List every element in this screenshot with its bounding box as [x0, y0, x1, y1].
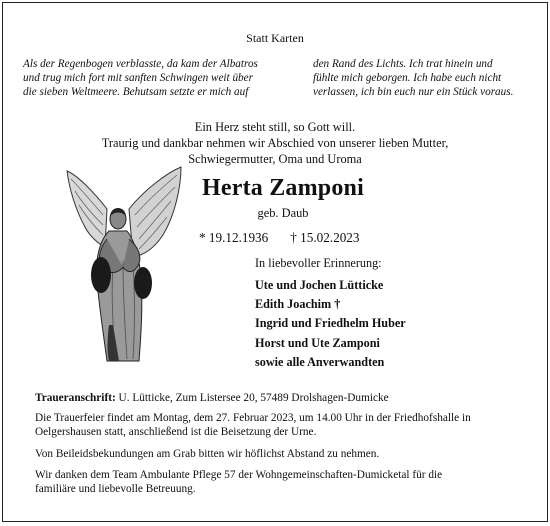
poem-line: und trug mich fort mit sanften Schwingen weit über — [23, 72, 253, 84]
obituary-notice — [2, 2, 548, 522]
thanks-line: Wir danken dem Team Ambulante Pflege 57 der Wohngemeinschaften-Dumicketal für die — [35, 469, 443, 481]
address-line — [35, 391, 389, 405]
condolence-text: Von Beileidsbekundungen am Grab bitten wir höflichst Abstand zu nehmen. — [35, 448, 380, 460]
ceremony-text — [35, 411, 471, 439]
intro-line: Traurig und dankbar nehmen wir Abschied von unserer lieben Mutter, — [101, 136, 449, 151]
poem-right-column — [313, 57, 513, 99]
life-dates — [199, 230, 359, 246]
ceremony-line: Die Trauerfeier findet am Montag, dem 27. Februar 2023, um 14.00 Uhr in der Friedhofshalle in — [35, 412, 471, 424]
address-text: U. Lütticke, Zum Listersee 20, 57489 Drolshagen-Dumicke — [115, 392, 389, 404]
address-label: Traueranschrift: — [35, 392, 116, 404]
intro-text — [3, 119, 547, 168]
death-date: † 15.02.2023 — [290, 230, 360, 245]
mourners-list — [255, 276, 406, 372]
memory-label: In liebevoller Erinnerung: — [255, 256, 382, 270]
ceremony-line: Oelgershausen statt, anschließend ist die Beisetzung der Urne. — [35, 426, 317, 438]
mourner: Edith Joachim † — [255, 297, 341, 312]
poem-line: verlassen, ich bin euch nur ein Stück voraus. — [313, 86, 514, 98]
mourner: Ute und Jochen Lütticke — [255, 278, 384, 292]
header-statt-karten: Statt Karten — [246, 31, 304, 45]
poem-line: fühlte mich geborgen. Ich habe euch nicht — [313, 72, 502, 84]
mourner: Ingrid und Friedhelm Huber — [255, 316, 406, 331]
poem-line: Als der Regenbogen verblasste, da kam der Albatros — [23, 58, 258, 70]
birth-date: * 19.12.1936 — [199, 230, 269, 245]
intro-line: Ein Herz steht still, so Gott will. — [194, 120, 356, 134]
maiden-name: geb. Daub — [257, 206, 309, 220]
deceased-name: Herta Zamponi — [202, 175, 364, 201]
poem-line: die sieben Weltmeere. Behutsam setzte er mich auf — [23, 86, 249, 98]
poem-left-column — [23, 57, 258, 99]
poem-line: den Rand des Lichts. Ich trat hinein und — [313, 58, 493, 70]
thanks-text — [35, 468, 442, 496]
intro-line: Schwiegermutter, Oma und Uroma — [188, 152, 362, 167]
mourner: sowie alle Anverwandten — [255, 354, 385, 369]
mourner: Horst und Ute Zamponi — [255, 335, 380, 350]
thanks-line: familiäre und liebevolle Betreuung. — [35, 483, 196, 495]
